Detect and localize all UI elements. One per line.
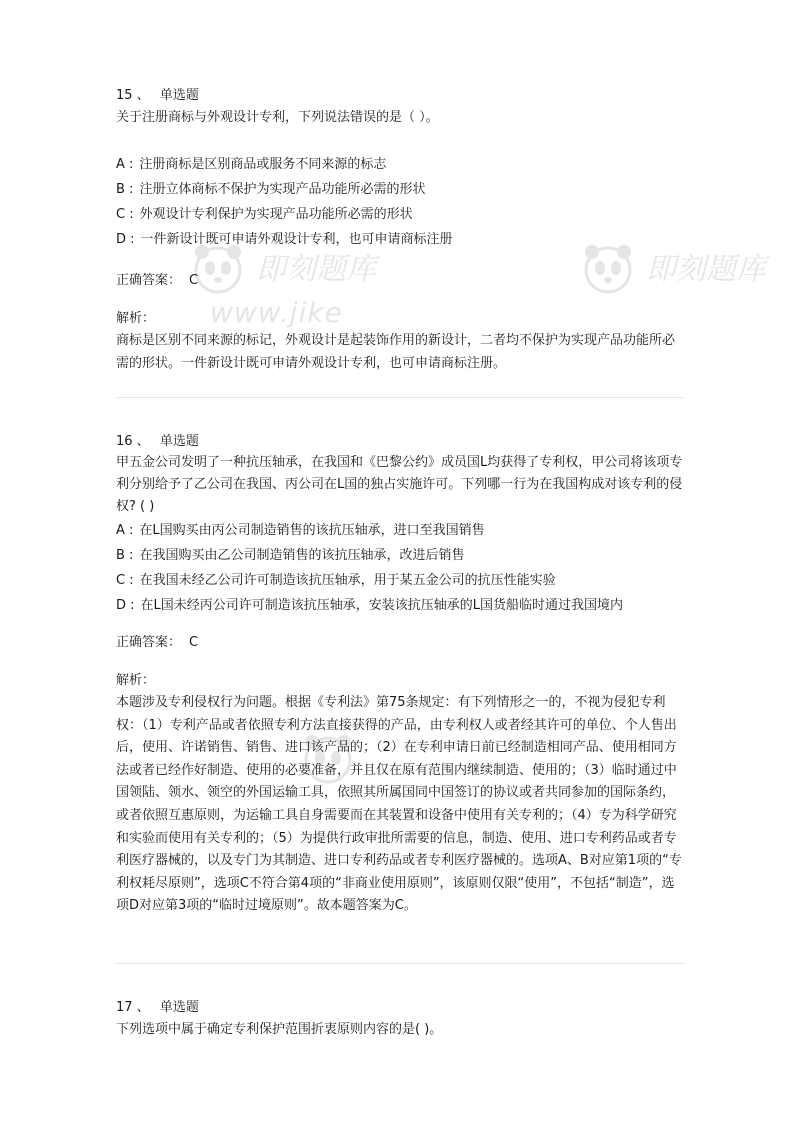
option-text: 在L国未经丙公司许可制造该抗压轴承，安装该抗压轴承的L国货船临时通过我国境内 [140, 598, 624, 613]
option-letter: B : [116, 182, 134, 197]
question-type: 单选题 [159, 88, 199, 103]
question-divider [116, 397, 684, 398]
option-d [116, 593, 686, 616]
answer-label: 正确答案： [116, 273, 182, 288]
question-type: 单选题 [159, 1000, 199, 1015]
question-stem: 甲五金公司发明了一种抗压轴承，在我国和《巴黎公约》成员国L均获得了专利权，甲公司将该项专利分别给予了乙公司在我国、丙公司在L国的独占实施许可。下列哪一行为在我国构成对该专利的侵权? ( ) [116, 455, 683, 514]
option-text: 注册立体商标不保护为实现产品功能所必需的形状 [139, 182, 426, 197]
question-number: 15 、 [116, 88, 150, 103]
option-letter: A : [116, 157, 134, 172]
analysis-text: 本题涉及专利侵权行为问题。根据《专利法》第75条规定：有下列情形之一的，不视为侵犯专利权：（1）专利产品或者依照专利方法直接获得的产品，由专利权人或者经其许可的单位、个人售出后，使用、许诺销售、销售、进口该产品的；（2）在专利申请日前已经制造相同产品、使用相同方法或者已经作好制造、使用的必要准备，并且仅在原有范围内继续制造、使用的；（3）临时通过中国领陆、领水、领空的外国运输工具，依照其所属国同中国签订的协议或者共同参加的国际条约，或者依照互惠原则，为运输工具自身需要而在其装置和设备中使用有关专利的；（4）专为科学研究和实验而使用有关专利的；（5）为提供行政审批所需要的信息，制造、使用、进口专利药品或者专利医疗器械的，以及专门为其制造、进口专利药品或者专利医疗器械的。选项A、B对应第1项的“专利权耗尽原则”，选项C不符合第4项的“非商业使用原则”，该原则仅限“使用”，不包括“制造”，选项D对应第3项的“临时过境原则”。故本题答案为C。 [116, 695, 682, 914]
option-letter: D : [116, 598, 135, 613]
answer-value: C [189, 273, 199, 288]
option-text: 一件新设计既可申请外观设计专利，也可申请商标注册 [140, 232, 453, 247]
question-divider [116, 963, 684, 964]
correct-answer [116, 632, 686, 654]
question-header [116, 998, 686, 1018]
correct-answer [116, 270, 686, 292]
option-text: 注册商标是区别商品或服务不同来源的标志 [139, 157, 387, 172]
analysis-label: 解析： [116, 311, 156, 326]
option-d [116, 227, 686, 252]
question-15 [116, 86, 686, 375]
option-letter: D : [116, 232, 135, 247]
question-17 [116, 998, 686, 1042]
question-header [116, 86, 686, 106]
analysis-text: 商标是区别不同来源的标记，外观设计是起装饰作用的新设计，二者均不保护为实现产品功能所必需的形状。一件新设计既可申请外观设计专利，也可申请商标注册。 [116, 333, 676, 371]
option-text: 外观设计专利保护为实现产品功能所必需的形状 [139, 207, 413, 222]
watermark-site: www.jike [210, 296, 343, 329]
question-number: 17 、 [116, 1000, 150, 1015]
option-text: 在我国购买由乙公司制造销售的该抗压轴承，改进后销售 [139, 548, 465, 563]
question-type: 单选题 [159, 434, 199, 449]
option-a [116, 518, 686, 543]
option-letter: B : [116, 548, 134, 563]
answer-label: 正确答案： [116, 635, 182, 650]
question-16 [116, 432, 686, 918]
question-header [116, 432, 686, 452]
answer-value: C [189, 635, 199, 650]
analysis-label: 解析： [116, 673, 156, 688]
option-text: 在L国购买由丙公司制造销售的该抗压轴承，进口至我国销售 [139, 523, 485, 538]
watermark-brand: 即刻题库 [256, 252, 376, 287]
option-letter: C : [116, 573, 134, 588]
question-stem: 下列选项中属于确定专利保护范围折衷原则内容的是( )。 [116, 1022, 443, 1037]
question-number: 16 、 [116, 434, 150, 449]
option-letter: A : [116, 523, 134, 538]
option-b [116, 177, 686, 202]
question-stem: 关于注册商标与外观设计专利，下列说法错误的是（ ）。 [116, 110, 439, 125]
option-letter: C : [116, 207, 134, 222]
option-b [116, 543, 686, 568]
option-a [116, 152, 686, 177]
option-c [116, 568, 686, 593]
watermark-brand: 即刻题库 [646, 252, 766, 287]
option-c [116, 202, 686, 227]
option-text: 在我国未经乙公司许可制造该抗压轴承，用于某五金公司的抗压性能实验 [139, 573, 556, 588]
